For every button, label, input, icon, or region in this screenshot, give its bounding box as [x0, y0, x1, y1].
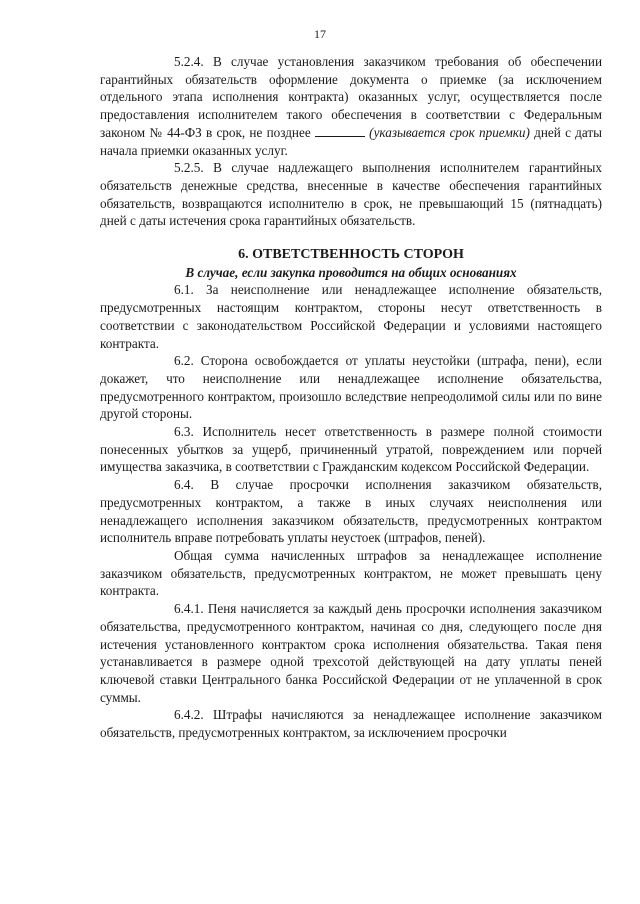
page-number: 17: [314, 27, 326, 41]
paragraph-5-2-4-tail: дней с даты начала приемки оказанных услуг.: [100, 124, 603, 158]
document-body: [100, 53, 602, 742]
paragraph-6-3: 6.3. Исполнитель несет ответственность в размере полной стоимости понесенных убытков за ущерб, причиненный утратой, повреждением или порчей имущества заказчика, в соответствии с Гражданским кодексом Российской Федерации.: [100, 424, 602, 475]
section-title: 6. ОТВЕТСТВЕННОСТЬ СТОРОН: [238, 247, 464, 263]
paragraph-5-2-4-note: (указывается срок приемки): [369, 124, 530, 140]
section-subtitle: В случае, если закупка проводится на общих основаниях: [185, 264, 517, 280]
paragraph-5-2-5: 5.2.5. В случае надлежащего выполнения исполнителем гарантийных обязательств денежные средства, внесенные в качестве обеспечения гарантийных обязательств, возвращаются исполнителю в срок, не превышающий 15 (пятнадцать) дней с даты истечения срока гарантийных обязательств.: [100, 160, 602, 229]
paragraph-6-4-2: 6.4.2. Штрафы начисляются за ненадлежащее исполнение заказчиком обязательств, предусмотренных контрактом, за исключением просрочки: [100, 707, 602, 741]
paragraph-total-fines: Общая сумма начисленных штрафов за ненадлежащее исполнение заказчиком обязательств, предусмотренных контрактом, не может превышать цену контракта.: [100, 547, 602, 599]
paragraph-5-2-4: [100, 53, 602, 159]
blank-line: [315, 125, 365, 137]
paragraph-6-1: 6.1. За неисполнение или ненадлежащее исполнение обязательств, предусмотренных настоящим контрактом, стороны несут ответственность в соответствии с законодательством Российской Федерации и условиями настоящего контракта.: [100, 282, 602, 351]
paragraph-6-4: 6.4. В случае просрочки исполнения заказчиком обязательств, предусмотренных контрактом, а также в иных случаях неисполнения или ненадлежащего исполнения заказчиком обязательств, предусмотренных контрактом исполнитель вправе потребовать уплаты неустоек (штрафов, пеней).: [100, 477, 602, 546]
paragraph-5-2-4-text: 5.2.4. В случае установления заказчиком требования об обеспечении гарантийных обязательств оформление документа о приемке (за исключением отдельного этапа исполнения контракта) оказанных услуг, осуществляется после предоставления исполнителем такого обеспечения в соответствии с Федеральным законом № 44-ФЗ в срок, не позднее: [100, 54, 602, 140]
paragraph-6-2: 6.2. Сторона освобождается от уплаты неустойки (штрафа, пени), если докажет, что неисполнение или ненадлежащее исполнение обязательства, предусмотренного контрактом, произошло вследствие непреодолимой силы или по вине другой стороны.: [100, 353, 602, 422]
paragraph-6-4-1: 6.4.1. Пеня начисляется за каждый день просрочки исполнения заказчиком обязательства, предусмотренного контрактом, начиная со дня, следующего после дня истечения установленного контрактом срока исполнения обязательства. Такая пеня устанавливается в размере одной трехсотой действующей на дату уплаты пеней ключевой ставки Центрального банка Российской Федерации от не уплаченной в срок суммы.: [100, 601, 602, 705]
